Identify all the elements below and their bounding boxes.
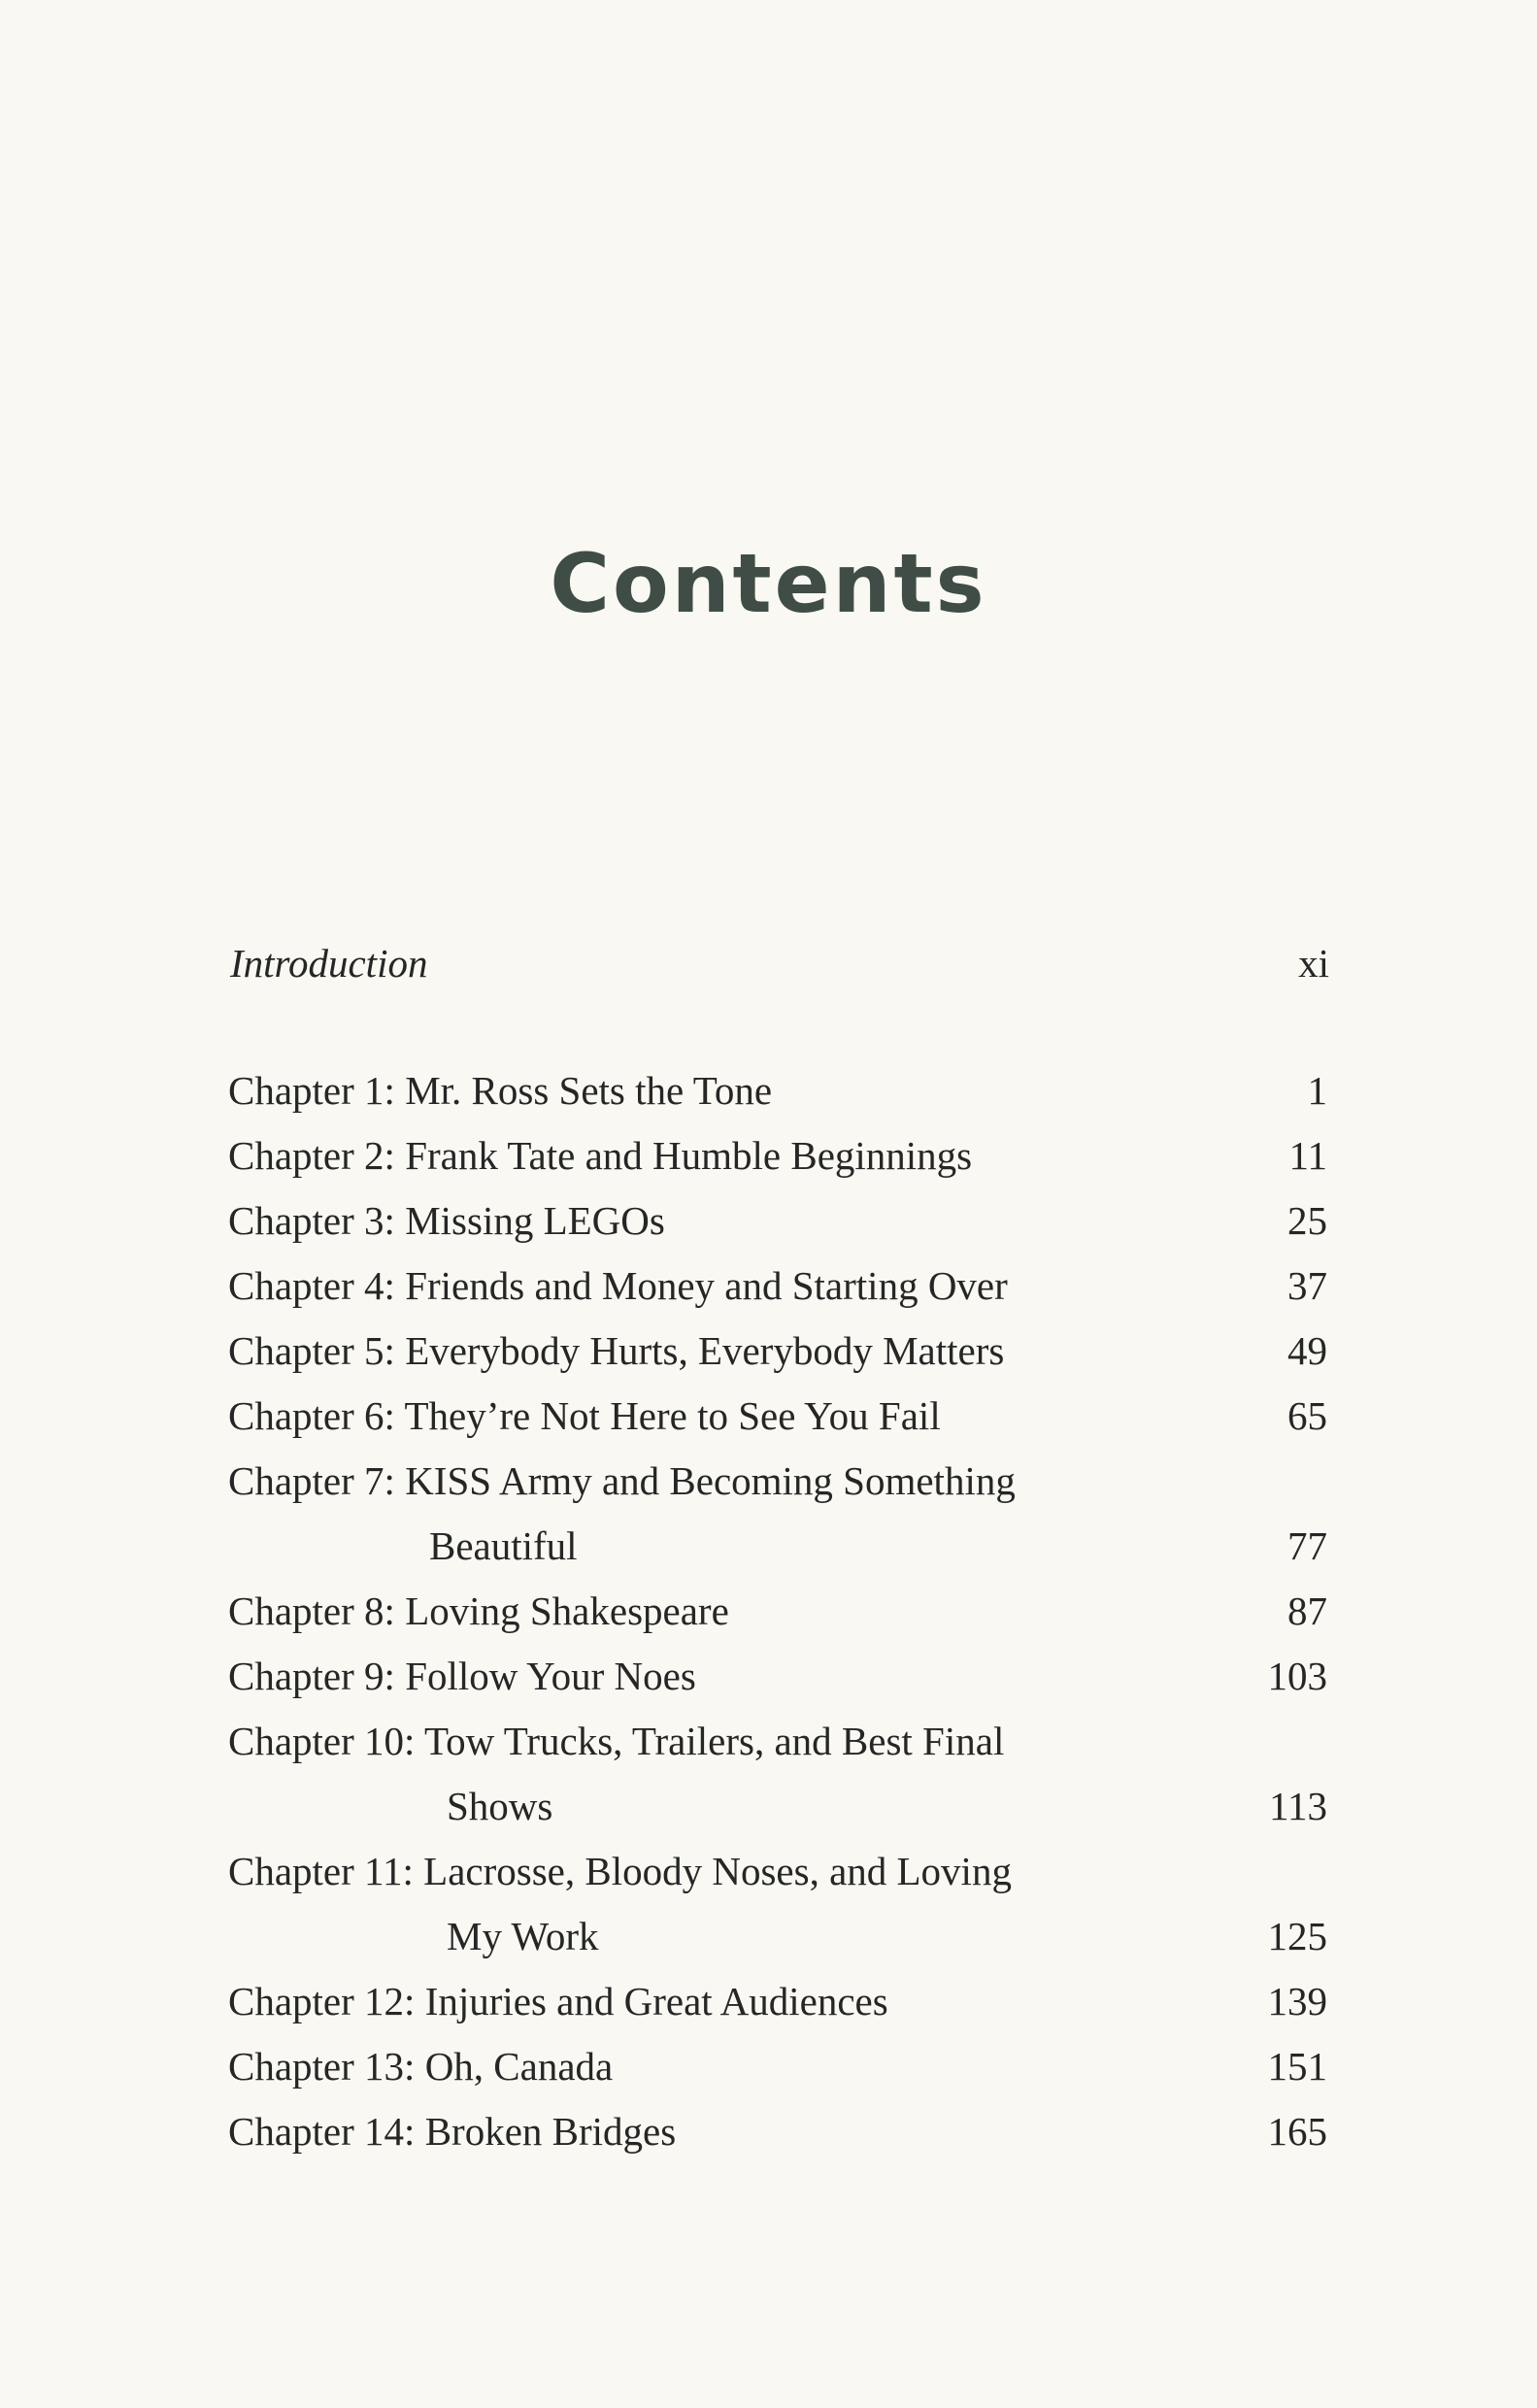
- chapter-title: Lacrosse, Bloody Noses, and Loving: [423, 1849, 1012, 1893]
- chapter-page-number: 139: [1267, 1979, 1327, 2023]
- chapter-title: Injuries and Great Audiences: [424, 1979, 888, 2023]
- chapter-title: Friends and Money and Starting Over: [405, 1263, 1008, 1308]
- chapter-label: Chapter 14:: [228, 2109, 416, 2154]
- chapter-page-number: 37: [1287, 1263, 1327, 1308]
- page-title: Contents: [550, 536, 987, 631]
- chapter-title: KISS Army and Becoming Something: [405, 1458, 1016, 1503]
- toc-entry-chapter-5[interactable]: [228, 1319, 1327, 1384]
- chapter-title: Oh, Canada: [424, 2044, 614, 2089]
- toc-entry-chapter-11[interactable]: [228, 1839, 1327, 1969]
- chapter-label: Chapter 8:: [228, 1589, 395, 1633]
- toc-entry-chapter-9[interactable]: [228, 1644, 1327, 1709]
- chapter-label: Chapter 5:: [228, 1328, 395, 1373]
- chapter-label: Chapter 1:: [228, 1068, 395, 1113]
- chapter-title: Tow Trucks, Trailers, and Best Final: [423, 1719, 1005, 1763]
- chapter-page-number: 151: [1267, 2044, 1327, 2089]
- chapter-label: Chapter 13:: [228, 2044, 416, 2089]
- chapter-title: Everybody Hurts, Everybody Matters: [405, 1328, 1005, 1373]
- chapter-title: They’re Not Here to See You Fail: [404, 1393, 941, 1438]
- chapter-page-number: 1: [1307, 1068, 1327, 1113]
- chapter-title-continuation: My Work: [447, 1914, 599, 1958]
- chapter-title-continuation: Beautiful: [429, 1523, 578, 1568]
- toc-entry-chapter-2[interactable]: [228, 1123, 1327, 1188]
- toc-entry-chapter-6[interactable]: [228, 1384, 1327, 1449]
- chapter-title: Frank Tate and Humble Beginnings: [405, 1133, 973, 1178]
- chapter-label: Chapter 7:: [228, 1458, 395, 1503]
- chapter-label: Chapter 2:: [228, 1133, 395, 1178]
- chapter-title: Mr. Ross Sets the Tone: [405, 1068, 773, 1113]
- chapter-title: Broken Bridges: [424, 2109, 677, 2154]
- chapter-label: Chapter 6:: [228, 1393, 395, 1438]
- chapter-page-number: 77: [1287, 1523, 1327, 1568]
- toc-entry-chapter-3[interactable]: [228, 1188, 1327, 1254]
- chapter-title-continuation: Shows: [447, 1784, 553, 1828]
- toc-entry-chapter-10[interactable]: [228, 1709, 1327, 1839]
- chapter-page-number: 87: [1287, 1589, 1327, 1633]
- toc-entry-chapter-1[interactable]: [228, 1058, 1327, 1123]
- toc-entry-chapter-4[interactable]: [228, 1254, 1327, 1319]
- chapter-page-number: 11: [1288, 1133, 1327, 1178]
- introduction-page-number: xi: [1298, 941, 1329, 986]
- chapter-label: Chapter 11:: [228, 1849, 414, 1893]
- chapter-title: Missing LEGOs: [405, 1198, 665, 1243]
- chapter-page-number: 125: [1267, 1914, 1327, 1958]
- chapter-page-number: 165: [1267, 2109, 1327, 2154]
- chapter-label: Chapter 12:: [228, 1979, 416, 2023]
- chapter-label: Chapter 9:: [228, 1654, 395, 1698]
- toc-entry-chapter-13[interactable]: [228, 2034, 1327, 2099]
- toc-entry-chapter-8[interactable]: [228, 1579, 1327, 1644]
- chapter-page-number: 49: [1287, 1328, 1327, 1373]
- toc-entry-chapter-12[interactable]: [228, 1969, 1327, 2034]
- chapter-label: Chapter 3:: [228, 1198, 395, 1243]
- chapter-page-number: 103: [1267, 1654, 1327, 1698]
- chapter-label: Chapter 4:: [228, 1263, 395, 1308]
- chapter-page-number: 113: [1269, 1784, 1327, 1828]
- chapter-page-number: 65: [1287, 1393, 1327, 1438]
- toc-entry-chapter-14[interactable]: [228, 2099, 1327, 2164]
- toc-entry-chapter-7[interactable]: [228, 1449, 1327, 1579]
- chapter-title: Follow Your Noes: [405, 1654, 696, 1698]
- chapter-page-number: 25: [1287, 1198, 1327, 1243]
- chapter-title: Loving Shakespeare: [405, 1589, 729, 1633]
- introduction-label: Introduction: [230, 941, 428, 986]
- chapter-label: Chapter 10:: [228, 1719, 416, 1763]
